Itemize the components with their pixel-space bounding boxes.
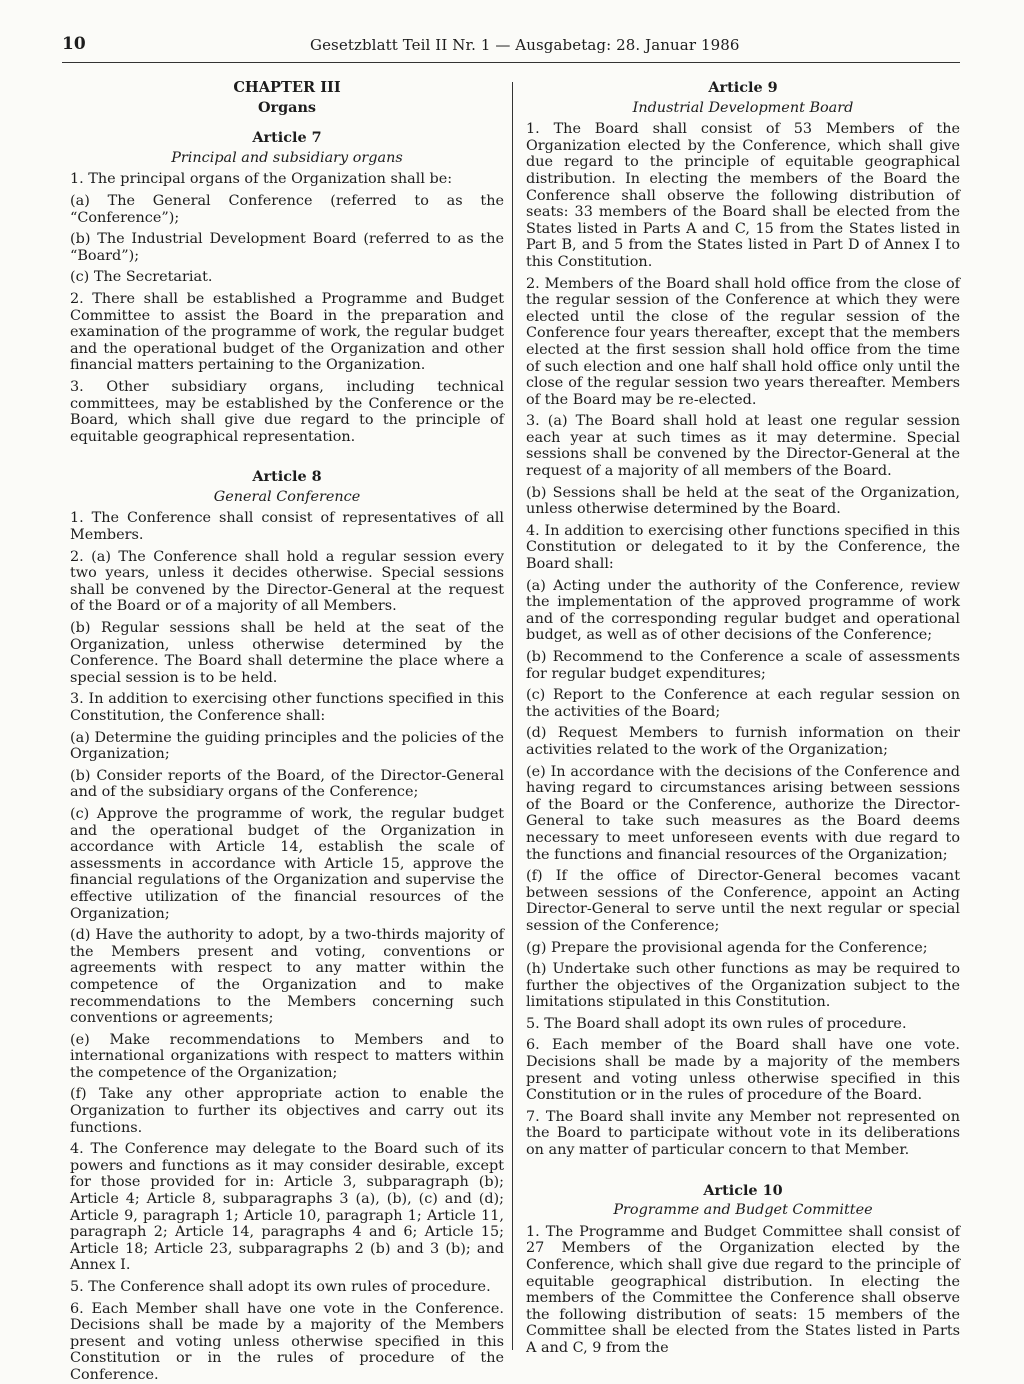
article-9-item-h: (h) Undertake such other functions as may be required to further the objectives of the Organization subject to the limitations stipulated in this Constitution.: [526, 961, 960, 1011]
article-9-item-f: (f) If the office of Director-General becomes vacant between sessions of the Conference, appoint an Acting Director-General to serve until the next regular or special session of the Conference;: [526, 868, 960, 934]
article-9-item-d: (d) Request Members to furnish information on their activities related to the work of the Organization;: [526, 725, 960, 758]
article-8-paragraph-2b: (b) Regular sessions shall be held at the seat of the Organization, unless otherwise determined by the Conference. The Board shall determine the place where a special session is to be held.: [70, 620, 504, 686]
article-9-item-a: (a) Acting under the authority of the Conference, review the implementation of the approved programme of work and of the corresponding regular budget and operational budget, as well as of other decisions of the Conference;: [526, 577, 960, 644]
article-10-heading: Article 10: [703, 1181, 783, 1199]
article-7-subtitle: Principal and subsidiary organs: [171, 149, 403, 166]
article-7-item-b: (b) The Industrial Development Board (referred to as the “Board”);: [70, 231, 504, 264]
left-column: [70, 80, 504, 1384]
article-9-paragraph-1: 1. The Board shall consist of 53 Members of the Organization elected by the Conference, which shall give due regard to the principle of equitable geographical distribution. In electing the members of the Board the Conference shall observe the following distribution of seats: 33 members of the Board shall be elected from the States listed in Parts A and C, 15 from the States listed in Part B, and 5 from the States listed in Part D of Annex I to this Constitution.: [526, 121, 960, 270]
article-8-paragraph-6: 6. Each Member shall have one vote in the Conference. Decisions shall be made by a majority of the Members present and voting unless otherwise specified in this Constitution or in the rules of procedure of the Conference.: [70, 1300, 504, 1383]
article-8-subtitle: General Conference: [213, 488, 361, 505]
article-9-paragraph-2: 2. Members of the Board shall hold office from the close of the regular session of the Conference at which they were elected until the close of the regular session of the Conference four years thereafter, except that the members elected at the first session shall hold office from the time of such election and one half shall hold office only until the close of the regular session two years thereafter. Members of the Board may be re-elected.: [526, 275, 960, 408]
article-9-paragraph-4: 4. In addition to exercising other functions specified in this Constitution or delegated to it by the Conference, the Board shall:: [526, 522, 960, 573]
article-8-paragraph-4: 4. The Conference may delegate to the Board such of its powers and functions as it may consider desirable, except for those provided for in: Article 3, subparagraph (b); Article 4; Article 8, subparagraphs 3 (a), (b), (c) and (d); Article 9, paragraph 1; Article 10, paragraph 1; Article 11, paragraph 2; Article 14, paragraphs 4 and 6; Article 15; Article 18; Article 23, subparagraphs 2 (b) and 3 (b); and Annex I.: [70, 1141, 504, 1274]
chapter-heading: CHAPTER III: [233, 79, 341, 96]
article-8-paragraph-1: 1. The Conference shall consist of representatives of all Members.: [70, 510, 504, 544]
article-8-item-b: (b) Consider reports of the Board, of the Director-General and of the subsidiary organs of the Conference;: [70, 767, 504, 801]
article-8-paragraph-3: 3. In addition to exercising other functions specified in this Constitution, the Conference shall:: [70, 691, 504, 724]
article-8-paragraph-2a: 2. (a) The Conference shall hold a regular session every two years, unless it decides otherwise. Special sessions shall be convened by the Director-General at the request of the Board or of a majority of all Members.: [70, 548, 504, 615]
article-7-paragraph-2: 2. There shall be established a Programme and Budget Committee to assist the Board in the preparation and examination of the programme of work, the regular budget and the operational budget of the Organization and other financial matters pertaining to the Organization.: [70, 290, 504, 374]
article-10-subtitle: Programme and Budget Committee: [613, 1202, 873, 1219]
article-8-item-e: (e) Make recommendations to Members and to international organizations with respect to matters within the competence of the Organization;: [70, 1031, 504, 1081]
article-10-paragraph-1: 1. The Programme and Budget Committee shall consist of 27 Members of the Organization elected by the Conference, which shall give due regard to the principle of equitable geographical distribution. In electing the members of the Committee the Conference shall observe the following distribution of seats: 15 members of the Committee shall be elected from the States listed in Parts A and C, 9 from the: [526, 1223, 960, 1356]
header-rule: [62, 62, 960, 63]
article-8-paragraph-5: 5. The Conference shall adopt its own rules of procedure.: [70, 1279, 491, 1295]
article-7-heading: Article 7: [252, 129, 322, 147]
article-8-heading: Article 8: [252, 468, 322, 486]
article-7-paragraph-3: 3. Other subsidiary organs, including technical committees, may be established by the Conference or the Board, which shall give due regard to the principle of equitable geographical representation.: [70, 378, 504, 445]
article-9-paragraph-3b: (b) Sessions shall be held at the seat of the Organization, unless otherwise determined by the Board.: [526, 484, 960, 518]
article-9-heading: Article 9: [708, 79, 778, 96]
article-9-paragraph-5: 5. The Board shall adopt its own rules of procedure.: [526, 1015, 907, 1032]
chapter-title: Organs: [257, 98, 317, 116]
column-divider: [512, 82, 513, 1350]
article-7-item-c: (c) The Secretariat.: [70, 269, 213, 286]
article-9-paragraph-6: 6. Each member of the Board shall have one vote. Decisions shall be made by a majority of the members present and voting unless otherwise specified in this Constitution or in the rules of procedure of the Board.: [526, 1037, 960, 1104]
article-9-subtitle: Industrial Development Board: [632, 99, 854, 116]
article-9-paragraph-3a: 3. (a) The Board shall hold at least one regular session each year at such times as it may determine. Special sessions shall be convened by the Director-General at the request of a majority of all members of the Board.: [526, 413, 960, 480]
right-column: [526, 76, 960, 1357]
article-8-item-c: (c) Approve the programme of work, the regular budget and the operational budget of the Organization in accordance with Article 14, establish the scale of assessments in accordance with Article 15, approve the financial regulations of the Organization and supervise the effective utilization of the financial resources of the Organization;: [70, 805, 504, 922]
article-8-item-d: (d) Have the authority to adopt, by a two-thirds majority of the Members present and voting, conventions or agreements with respect to any matter within the competence of the Organization and to make recommendations to the Members concerning such conventions or agreements;: [70, 927, 504, 1027]
article-7-item-a: (a) The General Conference (referred to as the “Conference”);: [70, 192, 504, 226]
article-7-paragraph-1: 1. The principal organs of the Organization shall be:: [70, 171, 453, 188]
article-8-item-a: (a) Determine the guiding principles and the policies of the Organization;: [70, 729, 504, 763]
gazette-header-title: Gesetzblatt Teil II Nr. 1 — Ausgabetag: 28. Januar 1986: [310, 36, 740, 54]
article-9-paragraph-7: 7. The Board shall invite any Member not represented on the Board to participate without vote in its deliberations on any matter of particular concern to that Member.: [526, 1108, 960, 1159]
page-number: 10: [62, 34, 86, 54]
article-8-item-f: (f) Take any other appropriate action to enable the Organization to further its objectives and carry out its functions.: [70, 1086, 504, 1136]
article-9-item-b: (b) Recommend to the Conference a scale of assessments for regular budget expenditures;: [526, 649, 960, 682]
article-9-item-c: (c) Report to the Conference at each regular session on the activities of the Board;: [526, 687, 960, 720]
article-9-item-e: (e) In accordance with the decisions of the Conference and having regard to circumstances arising between sessions of the Board or the Conference, authorize the Director-General to take such measures as the Board deems necessary to meet unforeseen events with due regard to the functions and financial resources of the Organization;: [526, 763, 960, 863]
article-9-item-g: (g) Prepare the provisional agenda for the Conference;: [526, 939, 928, 956]
